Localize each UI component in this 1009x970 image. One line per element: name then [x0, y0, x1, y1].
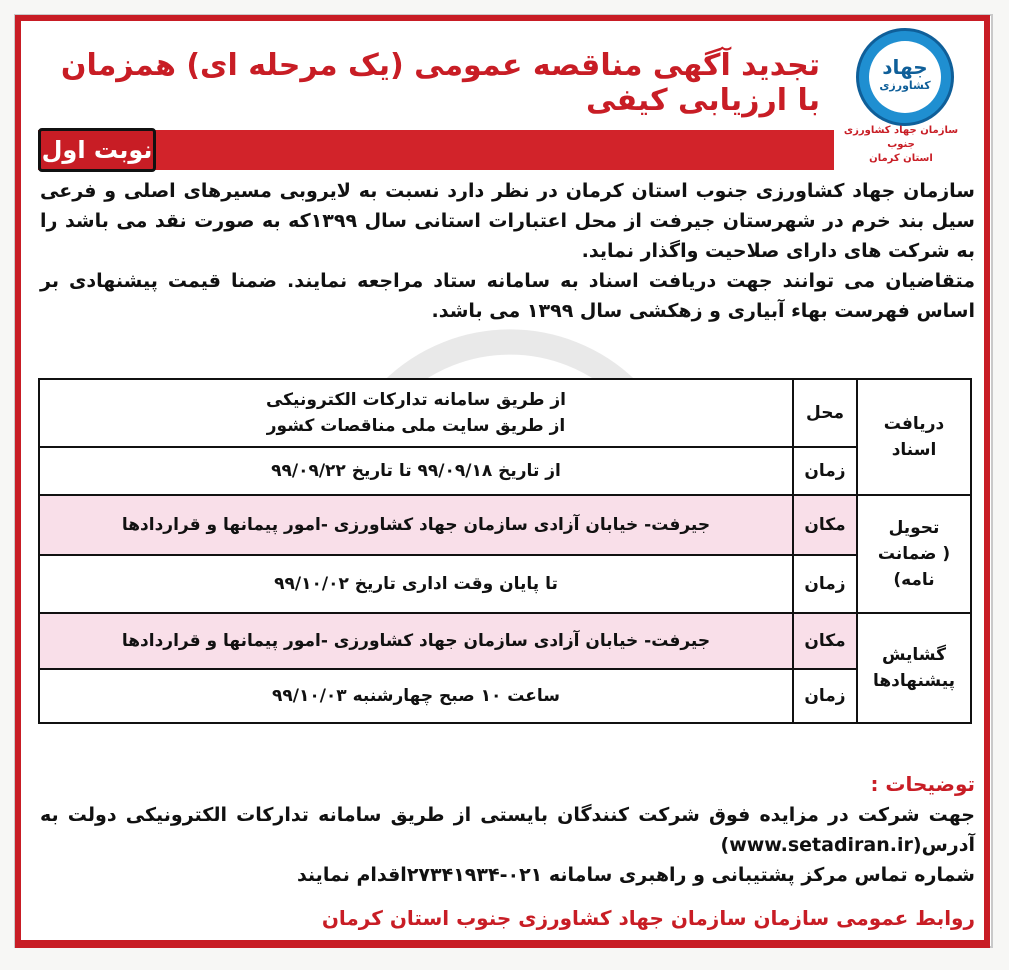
- frame-border-top: [15, 15, 990, 21]
- table-row-opening-place: [39, 613, 971, 669]
- schedule-table: [38, 378, 972, 724]
- opening-place-label: مکان: [793, 613, 857, 669]
- receive-time-value: از تاریخ ۹۹/۰۹/۱۸ تا تاریخ ۹۹/۰۹/۲۲: [39, 447, 793, 495]
- page-title: تجدید آگهی مناقصه عمومی (یک مرحله ای) همزمان با ارزیابی کیفی: [60, 48, 820, 118]
- notes-line-2: شماره تماس مرکز پشتیبانی و راهبری سامانه ۰۲۱-۲۷۳۴۱۹۳۴اقدام نمایند: [296, 864, 975, 886]
- delivery-section-line2: ( ضمانت نامه): [877, 544, 951, 590]
- intro-paragraph-1: سازمان جهاد کشاورزی جنوب استان کرمان در نظر دارد نسبت به لایروبی مسیرهای اصلی و فرعی سیل بند خرم در شهرستان جیرفت از محل اعتبارات استانی سال ۱۳۹۹که به صورت نقد می باشد را به شرکت های دارای صلاحیت واگذار نماید.: [40, 180, 975, 262]
- delivery-time-value: تا پایان وقت اداری تاریخ ۹۹/۱۰/۰۲: [39, 555, 793, 613]
- frame-border-bottom: [15, 940, 990, 948]
- receive-time-label: زمان: [793, 447, 857, 495]
- receive-section-label: دریافت اسناد: [857, 379, 971, 495]
- opening-section-label: [857, 613, 971, 723]
- delivery-section-line1: تحویل: [888, 518, 940, 538]
- logo-caption-line1: سازمان جهاد کشاورزی جنوب: [843, 125, 959, 150]
- logo-caption-line2: استان کرمان: [869, 153, 933, 164]
- opening-section-line2: پیشنهادها: [872, 671, 956, 691]
- turn-badge: نوبت اول: [38, 128, 156, 172]
- notes-heading: توضیحات :: [870, 772, 975, 796]
- delivery-section-label: [857, 495, 971, 613]
- receive-place-line2: از طریق سایت ملی مناقصات کشور: [266, 416, 566, 436]
- opening-section-line1: گشایش: [882, 645, 946, 665]
- table-row-receive-time: [39, 447, 971, 495]
- intro-text: [40, 176, 975, 326]
- logo-main-text: جهاد: [882, 55, 928, 79]
- intro-paragraph-2: متقاضیان می توانند جهت دریافت اسناد به سامانه ستاد مراجعه نمایند. ضمنا قیمت پیشنهادی بر اساس فهرست بهاء آبیاری و زهکشی سال ۱۳۹۹ می باشد.: [40, 270, 975, 322]
- table-row-opening-time: [39, 669, 971, 723]
- delivery-place-value: جیرفت- خیابان آزادی سازمان جهاد کشاورزی -امور پیمانها و قراردادها: [39, 495, 793, 555]
- table-row-delivery-time: [39, 555, 971, 613]
- organization-logo: [842, 28, 960, 168]
- opening-time-label: زمان: [793, 669, 857, 723]
- opening-place-value: جیرفت- خیابان آزادی سازمان جهاد کشاورزی -امور پیمانها و قراردادها: [39, 613, 793, 669]
- logo-caption: [842, 124, 960, 166]
- delivery-time-label: زمان: [793, 555, 857, 613]
- logo-sub-text: کشاورزی: [879, 79, 931, 92]
- logo-emblem-icon: [856, 28, 954, 126]
- table-row-receive-place: [39, 379, 971, 447]
- title-red-bar: [38, 130, 834, 170]
- receive-place-label: محل: [793, 379, 857, 447]
- frame-border-left: [15, 15, 21, 945]
- footer-signature: روابط عمومی سازمان سازمان جهاد کشاورزی جنوب استان کرمان: [321, 906, 975, 930]
- table-row-delivery-place: [39, 495, 971, 555]
- notes-text: [40, 800, 975, 890]
- notes-line-1: جهت شرکت در مزایده فوق شرکت کنندگان بایستی از طریق سامانه تدارکات الکترونیکی دولت به آدرس(www.setadiran.ir): [40, 804, 975, 856]
- delivery-place-label: مکان: [793, 495, 857, 555]
- opening-time-value: ساعت ۱۰ صبح چهارشنبه ۹۹/۱۰/۰۳: [39, 669, 793, 723]
- receive-place-value: [39, 379, 793, 447]
- frame-border-right: [984, 15, 990, 945]
- receive-place-line1: از طریق سامانه تدارکات الکترونیکی: [265, 390, 567, 410]
